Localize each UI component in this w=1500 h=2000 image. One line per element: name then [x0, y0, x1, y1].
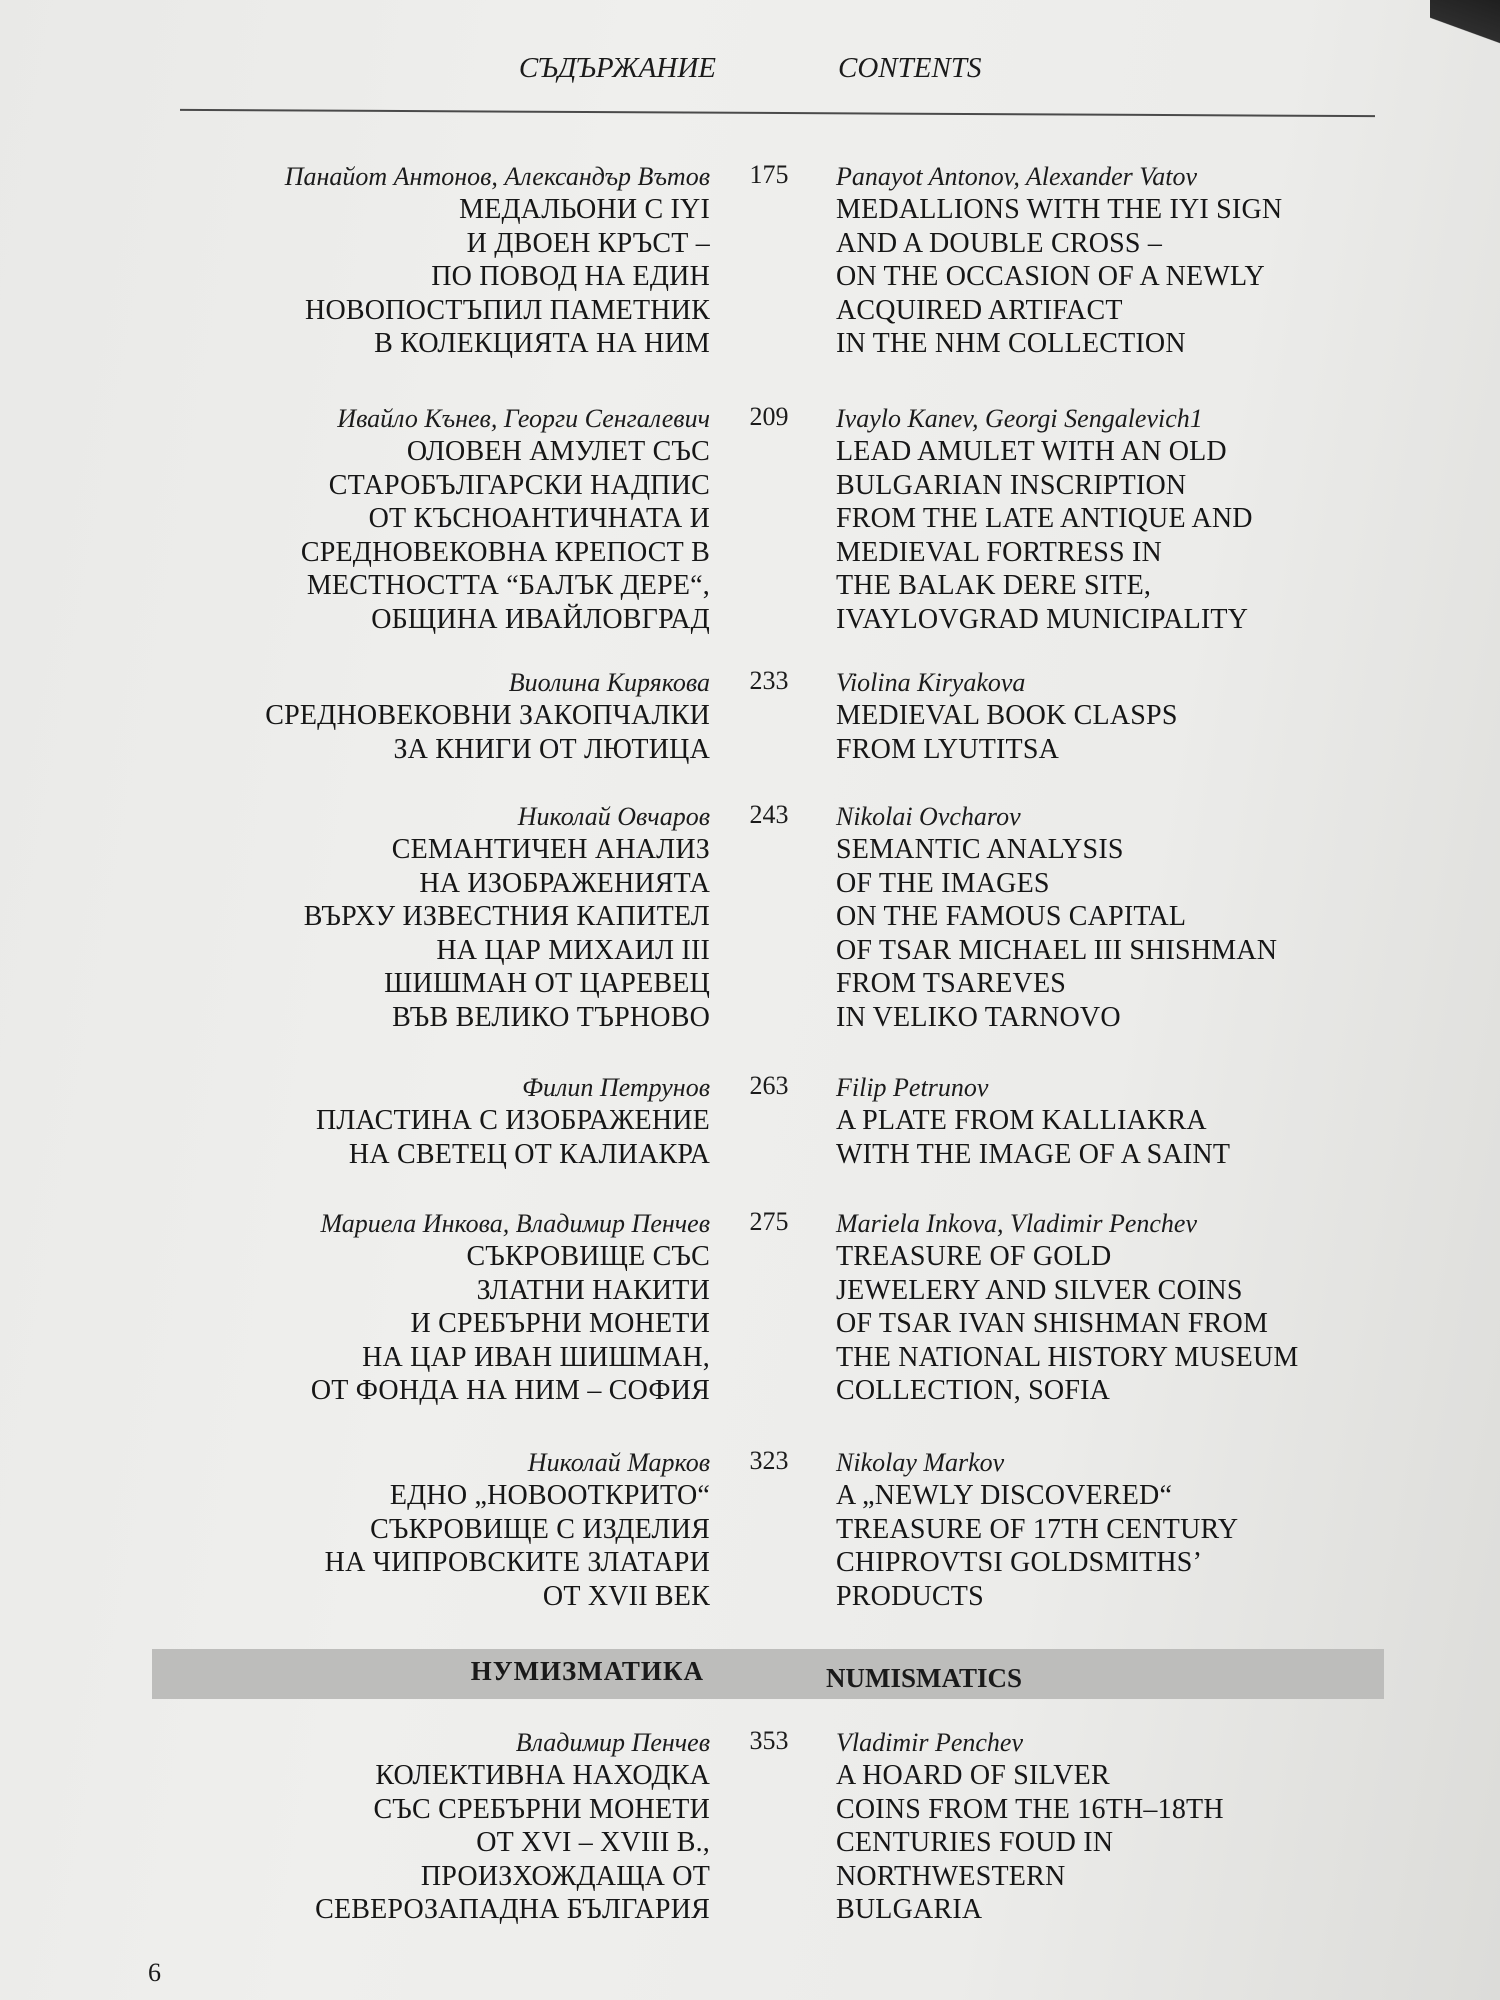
- entry-title-line-ru: СЕМАНТИЧЕН АНАЛИЗ: [391, 834, 710, 865]
- entry-title-line-en: BULGARIA: [836, 1894, 983, 1925]
- entry-title-line-en: IN VELIKO TARNOVO: [836, 1001, 1121, 1033]
- entry-title-line-ru: НА ЦАР ИВАН ШИШМАН,: [362, 1341, 710, 1373]
- header-divider: [180, 109, 1375, 117]
- entry-author-ru: Панайот Антонов, Александър Вътов: [284, 162, 710, 191]
- entry-title-line-ru: НОВОПОСТЪПИЛ ПАМЕТНИК: [305, 294, 710, 326]
- entry-title-line-ru: СЕВЕРОЗАПАДНА БЪЛГАРИЯ: [315, 1894, 710, 1925]
- entry-title-line-en: TREASURE OF 17TH CENTURY: [836, 1513, 1239, 1545]
- entry-title-line-en: AND A DOUBLE CROSS –: [836, 227, 1163, 259]
- entry-author-ru: Виолина Кирякова: [508, 668, 710, 697]
- entry-title-line-en: NORTHWESTERN: [836, 1860, 1066, 1892]
- entry-title-line-ru: СЪС СРЕБЪРНИ МОНЕТИ: [373, 1793, 710, 1825]
- entry-ru: [150, 402, 710, 636]
- entry-title-line-ru: ОБЩИНА ИВАЙЛОВГРАД: [371, 603, 710, 635]
- entry-title-line-en: COLLECTION, SOFIA: [836, 1375, 1111, 1406]
- entry-author-ru: Николай Овчаров: [517, 802, 710, 831]
- entry-title-line-ru: И ДВОЕН КРЪСТ –: [466, 227, 710, 259]
- entry-title-line-ru: НА ЦАР МИХАИЛ III: [436, 934, 710, 966]
- entry-author-ru: Николай Марков: [527, 1448, 710, 1477]
- entry-ru: [150, 666, 710, 766]
- entry-title-line-en: A PLATE FROM KALLIAKRA: [836, 1105, 1207, 1136]
- entry-author-ru: Владимир Пенчев: [515, 1728, 710, 1757]
- entry-title-line-en: MEDIEVAL BOOK CLASPS: [836, 700, 1178, 731]
- entry-title-line-ru: ВЪВ ВЕЛИКО ТЪРНОВО: [392, 1001, 710, 1033]
- entry-page-number: 209: [749, 402, 789, 431]
- entry-title-line-ru: ЗЛАТНИ НАКИТИ: [476, 1274, 710, 1306]
- entry-title-line-en: BULGARIAN INSCRIPTION: [836, 469, 1187, 501]
- entry-title-line-ru: ПО ПОВОД НА ЕДИН: [431, 261, 710, 292]
- entry-title-line-ru: ПРОИЗХОЖДАЩА ОТ: [420, 1860, 710, 1892]
- entry-en: [836, 1726, 1396, 1927]
- entry-title-line-en: CHIPROVTSI GOLDSMITHS’: [836, 1547, 1203, 1578]
- entry-title-line-en: COINS FROM THE 16TH–18TH: [836, 1793, 1224, 1825]
- entry-title-line-en: FROM LYUTITSA: [836, 733, 1060, 765]
- entry-title-line-ru: ОТ КЪСНОАНТИЧНАТА И: [368, 503, 710, 534]
- entry-author-en: Mariela Inkova, Vladimir Penchev: [836, 1209, 1197, 1238]
- entry-title-line-ru: ПЛАСТИНА С ИЗОБРАЖЕНИЕ: [315, 1105, 710, 1136]
- entry-page-number: 175: [749, 160, 789, 189]
- entry-title-line-en: OF THE IMAGES: [836, 867, 1050, 899]
- entry-title-line-en: ACQUIRED ARTIFACT: [836, 294, 1123, 326]
- entry-author-en: Ivaylo Kanev, Georgi Sengalevich1: [836, 404, 1203, 433]
- entry-title-line-en: FROM THE LATE ANTIQUE AND: [836, 503, 1253, 534]
- entry-title-line-ru: СРЕДНОВЕКОВНА КРЕПОСТ В: [300, 536, 710, 568]
- entry-title-line-ru: СЪКРОВИЩЕ СЪС: [466, 1241, 710, 1272]
- entry-title-line-en: MEDALLIONS WITH THE IYI SIGN: [836, 194, 1283, 225]
- entry-title-line-en: MEDIEVAL FORTRESS IN: [836, 536, 1162, 568]
- entry-title-line-en: IVAYLOVGRAD MUNICIPALITY: [836, 603, 1249, 635]
- page-number: 6: [148, 1958, 161, 1987]
- entry-title-line-ru: ОТ XVII ВЕК: [542, 1580, 710, 1612]
- entry-title-line-en: JEWELERY AND SILVER COINS: [836, 1274, 1243, 1306]
- entry-author-en: Filip Petrunov: [836, 1073, 989, 1102]
- entry-title-line-ru: ШИШМАН ОТ ЦАРЕВЕЦ: [384, 968, 710, 999]
- entry-en: [836, 402, 1396, 636]
- entry-author-en: Nikolay Markov: [836, 1448, 1005, 1477]
- entry-title-line-en: THE BALAK DERE SITE,: [836, 570, 1152, 601]
- entry-en: [836, 666, 1396, 766]
- entry-title-line-ru: МЕСТНОСТТА “БАЛЪК ДЕРЕ“,: [306, 570, 710, 601]
- entry-en: [836, 800, 1396, 1034]
- entry-page-number: 233: [749, 666, 789, 695]
- entry-title-line-ru: СРЕДНОВЕКОВНИ ЗАКОПЧАЛКИ: [265, 700, 710, 731]
- entry-page-number: 275: [749, 1207, 789, 1236]
- entry-title-line-en: PRODUCTS: [836, 1580, 984, 1612]
- entry-en: [836, 1446, 1396, 1613]
- entry-title-line-ru: СЪКРОВИЩЕ С ИЗДЕЛИЯ: [370, 1513, 710, 1545]
- entry-author-en: Panayot Antonov, Alexander Vatov: [836, 162, 1198, 191]
- entry-title-line-en: A HOARD OF SILVER: [836, 1760, 1110, 1791]
- entry-title-line-ru: НА ЧИПРОВСКИТЕ ЗЛАТАРИ: [324, 1547, 710, 1578]
- section-band: [152, 1649, 1384, 1699]
- entry-ru: [150, 1446, 710, 1613]
- entry-author-ru: Ивайло Кънев, Георги Сенгалевич: [337, 404, 710, 433]
- contents-heading-en: CONTENTS: [838, 52, 982, 84]
- entry-page-number: 353: [749, 1726, 789, 1755]
- entry-title-line-ru: КОЛЕКТИВНА НАХОДКА: [375, 1760, 710, 1791]
- entry-title-line-ru: ОТ ФОНДА НА НИМ – СОФИЯ: [310, 1375, 710, 1406]
- entry-title-line-en: WITH THE IMAGE OF A SAINT: [836, 1138, 1231, 1170]
- entry-author-ru: Филип Петрунов: [522, 1073, 710, 1102]
- entry-ru: [150, 1071, 710, 1171]
- entry-title-line-en: IN THE NHM COLLECTION: [836, 328, 1186, 359]
- entry-title-line-ru: ОТ XVI – XVIII В.,: [476, 1827, 710, 1858]
- entry-en: [836, 160, 1396, 361]
- contents-heading-ru: СЪДЪРЖАНИЕ: [518, 52, 716, 84]
- entry-title-line-ru: ОЛОВЕН АМУЛЕТ СЪС: [406, 436, 710, 467]
- entry-author-ru: Мариела Инкова, Владимир Пенчев: [320, 1209, 710, 1238]
- entry-title-line-en: TREASURE OF GOLD: [836, 1241, 1112, 1272]
- entry-author-en: Nikolai Ovcharov: [836, 802, 1021, 831]
- entry-en: [836, 1071, 1396, 1171]
- entry-title-line-ru: ЗА КНИГИ ОТ ЛЮТИЦА: [393, 733, 710, 765]
- entry-en: [836, 1207, 1396, 1408]
- entry-author-en: Vladimir Penchev: [836, 1728, 1023, 1757]
- entry-title-line-en: LEAD AMULET WITH AN OLD: [836, 436, 1227, 467]
- entry-page-number: 323: [749, 1446, 789, 1475]
- entry-title-line-ru: ВЪРХУ ИЗВЕСТНИЯ КАПИТЕЛ: [303, 901, 710, 932]
- section-heading-ru: НУМИЗМАТИКА: [470, 1656, 704, 1686]
- entry-title-line-en: SEMANTIC ANALYSIS: [836, 834, 1124, 865]
- entry-title-line-ru: ЕДНО „НОВООТКРИТО“: [389, 1480, 710, 1511]
- entry-title-line-ru: СТАРОБЪЛГАРСКИ НАДПИС: [328, 469, 710, 501]
- entry-title-line-en: OF TSAR IVAN SHISHMAN FROM: [836, 1308, 1269, 1339]
- entry-page-number: 243: [749, 800, 789, 829]
- entry-title-line-en: THE NATIONAL HISTORY MUSEUM: [836, 1341, 1299, 1373]
- entry-title-line-en: ON THE OCCASION OF A NEWLY: [836, 261, 1265, 292]
- entry-title-line-ru: НА СВЕТЕЦ ОТ КАЛИАКРА: [348, 1138, 710, 1170]
- entry-title-line-en: FROM TSAREVES: [836, 968, 1067, 999]
- entry-page-number: 263: [749, 1071, 789, 1100]
- dark-corner-background: [1430, 0, 1500, 60]
- entry-ru: [150, 1207, 710, 1408]
- entry-author-en: Violina Kiryakova: [836, 668, 1026, 697]
- entry-ru: [150, 1726, 710, 1927]
- entry-title-line-ru: МЕДАЛЬОНИ С IYI: [459, 194, 710, 225]
- entry-title-line-en: CENTURIES FOUD IN: [836, 1827, 1114, 1858]
- entry-ru: [150, 800, 710, 1034]
- entry-title-line-ru: В КОЛЕКЦИЯТА НА НИМ: [374, 328, 710, 359]
- section-heading-en: NUMISMATICS: [826, 1663, 1023, 1693]
- entry-title-line-en: ON THE FAMOUS CAPITAL: [836, 901, 1187, 932]
- entry-title-line-ru: И СРЕБЪРНИ МОНЕТИ: [410, 1308, 710, 1339]
- entry-title-line-en: A „NEWLY DISCOVERED“: [836, 1480, 1173, 1511]
- entry-ru: [150, 160, 710, 361]
- entry-title-line-en: OF TSAR MICHAEL III SHISHMAN: [836, 934, 1278, 966]
- entry-title-line-ru: НА ИЗОБРАЖЕНИЯТА: [419, 867, 710, 899]
